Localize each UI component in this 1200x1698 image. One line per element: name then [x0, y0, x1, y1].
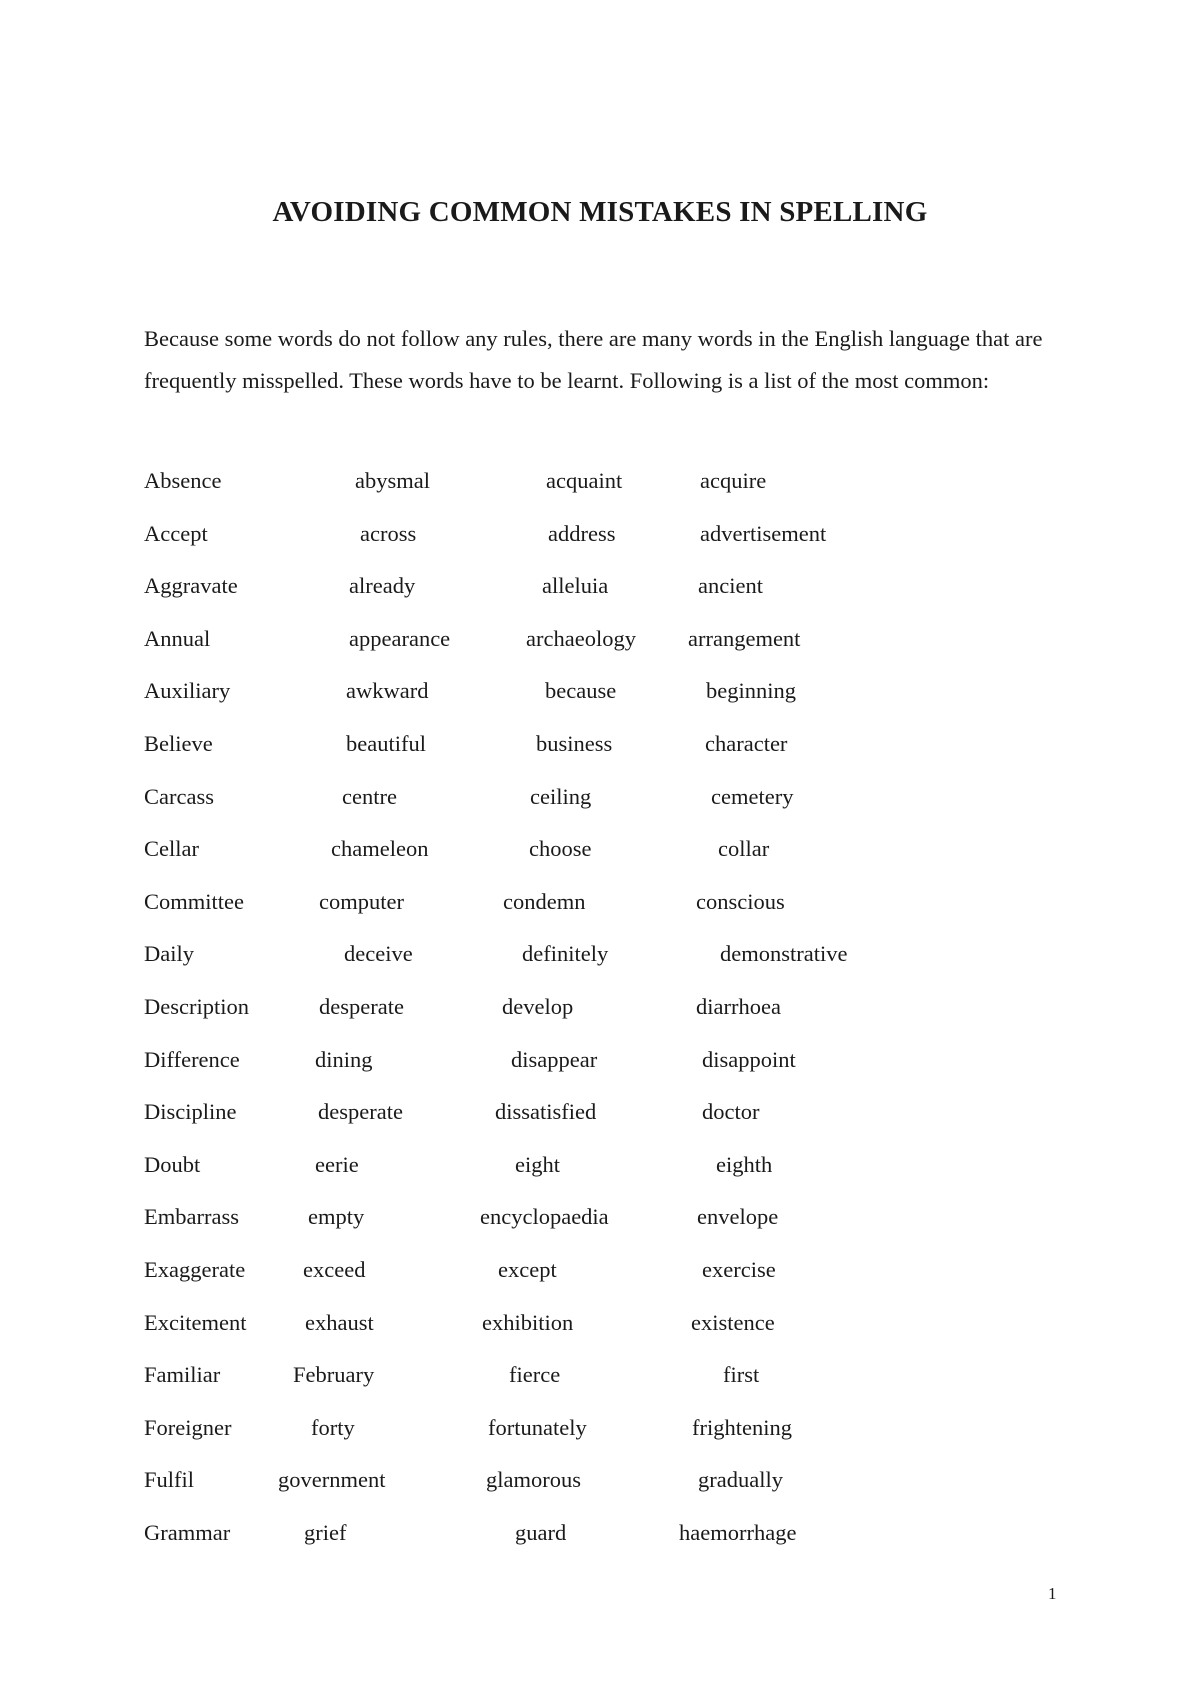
word-item: disappear: [511, 1046, 598, 1072]
word-item: acquaint: [546, 468, 623, 493]
word-item: government: [278, 1467, 386, 1493]
word-item: acquire: [700, 468, 767, 493]
word-item: first: [723, 1362, 760, 1388]
word-item: alleluia: [542, 573, 609, 599]
word-row: [0, 1255, 1200, 1308]
word-item: eighth: [716, 1151, 773, 1177]
word-item: Difference: [144, 1046, 240, 1072]
word-item: empty: [308, 1204, 365, 1230]
word-row: [0, 571, 1200, 624]
word-item: glamorous: [486, 1467, 581, 1493]
word-item: fortunately: [488, 1414, 587, 1440]
word-item: deceive: [344, 941, 413, 967]
word-item: except: [498, 1256, 557, 1282]
word-item: conscious: [696, 888, 785, 914]
word-item: frightening: [692, 1414, 792, 1440]
word-row: [0, 729, 1200, 782]
word-row: [0, 1097, 1200, 1150]
word-item: beautiful: [346, 730, 426, 756]
word-row: [0, 1150, 1200, 1203]
word-item: because: [545, 678, 617, 704]
word-item: archaeology: [526, 625, 636, 651]
word-item: abysmal: [355, 468, 430, 493]
word-item: arrangement: [688, 625, 801, 651]
word-item: ceiling: [530, 783, 592, 809]
page-title: AVOIDING COMMON MISTAKES IN SPELLING: [272, 196, 928, 228]
word-item: cemetery: [711, 783, 794, 809]
word-item: advertisement: [700, 520, 827, 546]
word-item: fierce: [509, 1362, 561, 1388]
page-number: 1: [1048, 1584, 1057, 1603]
word-item: Exaggerate: [144, 1256, 246, 1282]
word-item: disappoint: [702, 1046, 796, 1072]
word-item: centre: [342, 783, 397, 809]
word-item: already: [349, 573, 416, 599]
word-item: choose: [529, 836, 592, 862]
word-item: Daily: [144, 941, 194, 967]
word-row: [0, 676, 1200, 729]
word-row: [0, 1045, 1200, 1098]
word-item: business: [536, 730, 613, 756]
word-item: existence: [691, 1309, 775, 1335]
word-item: Foreigner: [144, 1414, 232, 1440]
word-item: Discipline: [144, 1099, 237, 1125]
word-item: haemorrhage: [679, 1519, 797, 1545]
word-item: eight: [515, 1151, 560, 1177]
word-item: exhibition: [482, 1309, 574, 1335]
word-item: Familiar: [144, 1362, 221, 1388]
word-item: dining: [315, 1046, 373, 1072]
word-item: Fulfil: [144, 1467, 195, 1493]
word-item: exercise: [702, 1256, 776, 1282]
word-row: [0, 1202, 1200, 1255]
word-row: [0, 1518, 1200, 1571]
word-item: computer: [319, 888, 404, 914]
word-item: Absence: [144, 468, 222, 493]
word-item: across: [360, 520, 417, 546]
word-item: chameleon: [331, 836, 429, 862]
word-item: Committee: [144, 888, 244, 914]
word-item: Accept: [144, 520, 208, 546]
word-item: dissatisfied: [495, 1099, 597, 1125]
word-item: exhaust: [305, 1309, 374, 1335]
word-row: [0, 1465, 1200, 1518]
word-row: [0, 624, 1200, 677]
word-item: guard: [515, 1519, 567, 1545]
word-row: [0, 782, 1200, 835]
word-item: Aggravate: [144, 573, 238, 599]
word-item: February: [293, 1362, 375, 1388]
word-item: encyclopaedia: [480, 1204, 609, 1230]
word-item: demonstrative: [720, 941, 848, 967]
word-item: forty: [311, 1414, 355, 1440]
word-row: [0, 992, 1200, 1045]
word-item: beginning: [706, 678, 796, 704]
word-item: develop: [502, 993, 574, 1019]
intro-paragraph: Because some words do not follow any rules, there are many words in the English language that are frequently misspelled. These words have to be learnt. Following is a list of the most common:: [144, 326, 1043, 393]
word-item: address: [548, 520, 616, 546]
word-row: [0, 834, 1200, 887]
word-item: Description: [144, 993, 249, 1019]
word-row: [0, 887, 1200, 940]
word-item: condemn: [503, 888, 586, 914]
word-item: character: [705, 730, 788, 756]
word-row: [0, 1360, 1200, 1413]
word-item: Grammar: [144, 1519, 231, 1545]
word-item: Cellar: [144, 836, 199, 862]
word-item: Embarrass: [144, 1204, 239, 1230]
word-row: [0, 1413, 1200, 1466]
word-item: collar: [718, 836, 770, 862]
word-row: [0, 466, 1200, 519]
word-row: [0, 939, 1200, 992]
word-item: desperate: [318, 1099, 403, 1125]
word-row: [0, 1308, 1200, 1361]
word-item: Doubt: [144, 1151, 201, 1177]
word-item: envelope: [697, 1204, 779, 1230]
word-item: Believe: [144, 730, 213, 756]
word-item: grief: [304, 1519, 347, 1545]
word-list: [0, 466, 1200, 1570]
word-item: Annual: [144, 625, 211, 651]
word-item: awkward: [346, 678, 429, 704]
word-item: ancient: [698, 573, 763, 599]
word-item: gradually: [698, 1467, 783, 1493]
word-item: Excitement: [144, 1309, 247, 1335]
word-item: eerie: [315, 1151, 359, 1177]
word-item: Auxiliary: [144, 678, 231, 704]
word-item: exceed: [303, 1256, 366, 1282]
word-item: desperate: [319, 993, 404, 1019]
word-item: Carcass: [144, 783, 214, 809]
word-item: diarrhoea: [696, 993, 781, 1019]
word-item: appearance: [349, 625, 451, 651]
word-item: doctor: [702, 1099, 760, 1125]
word-item: definitely: [522, 941, 609, 967]
word-row: [0, 519, 1200, 572]
